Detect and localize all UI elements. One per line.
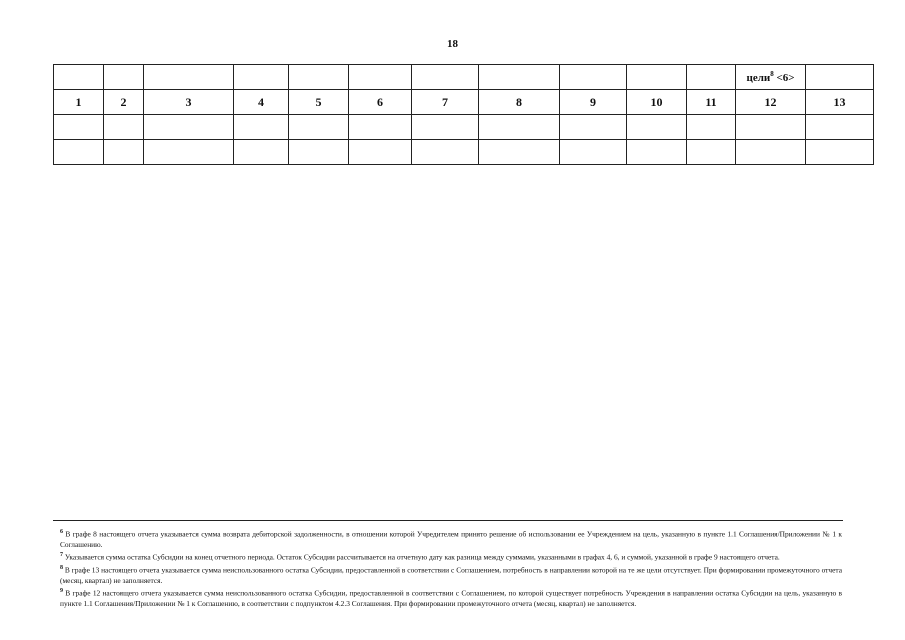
footnote-mark: 6 [60,529,63,535]
footnote-text: В графе 8 настоящего отчета указывается сумма возврата дебиторской задолженности, в отношении которой Учредителем принято решение об использовании ее Учреждением на цель, указанную в пункте 1.1 Соглашения/Приложении № 1 к Соглашению. [60,529,842,549]
footnote-mark: 9 [60,588,63,595]
page-number: 18 [447,38,458,50]
col-number: 11 [687,90,736,115]
col12-header-text: цели [746,71,771,84]
col-number: 2 [104,90,144,115]
footnote [60,586,842,609]
col-number: 6 [349,90,412,115]
footnote-divider [53,520,843,521]
report-table [53,64,874,165]
col12-footnote-ref: <6> [773,71,795,84]
footnote [60,550,842,563]
footnote-mark: 7 [60,552,63,559]
footnote-text: В графе 13 настоящего отчета указывается сумма неиспользованного остатка Субсидии, предоставленной в соответствии с Соглашением, потребность в направлении которой на те же цели отсутствует. При формировании промежуточного отчета (месяц, квартал) не заполняется. [60,565,842,586]
col12-footnote-mark: 8 [770,69,774,78]
table-header-row [54,65,874,90]
table-row [54,140,874,165]
footnote [60,527,842,550]
col-number: 13 [806,90,874,115]
col-number: 1 [54,90,104,115]
col-number: 5 [289,90,349,115]
col-number: 4 [234,90,289,115]
col-number: 12 [736,90,806,115]
footnote-mark: 8 [60,565,63,572]
footnote-text: Указывается сумма остатка Субсидии на конец отчетного периода. Остаток Субсидии рассчитывается на отчетную дату как разница между суммами, указанными в графах 4, 6, и суммой, указанной в графе 9 настоящего отчета. [63,552,780,562]
col-number: 3 [144,90,234,115]
column-number-row [54,90,874,115]
col-number: 7 [412,90,479,115]
footnote-text: В графе 12 настоящего отчета указывается сумма неиспользованного остатка Субсидии, предоставленной в соответствии с Соглашением, по которой существует потребность Учреждения в направлении остатка Субсидии на цель, указанную в пункте 1.1 Соглашения/Приложении № 1 к Соглашению, в соответствии с подпунктом 4.2.3 Соглашения. При формировании промежуточного отчета (месяц, квартал) не заполняется. [60,588,842,609]
footnote [60,563,842,586]
footnotes [60,527,842,610]
col-number: 10 [627,90,687,115]
table-row [54,115,874,140]
col-number: 8 [479,90,560,115]
col12-header [736,65,806,90]
col-number: 9 [560,90,627,115]
